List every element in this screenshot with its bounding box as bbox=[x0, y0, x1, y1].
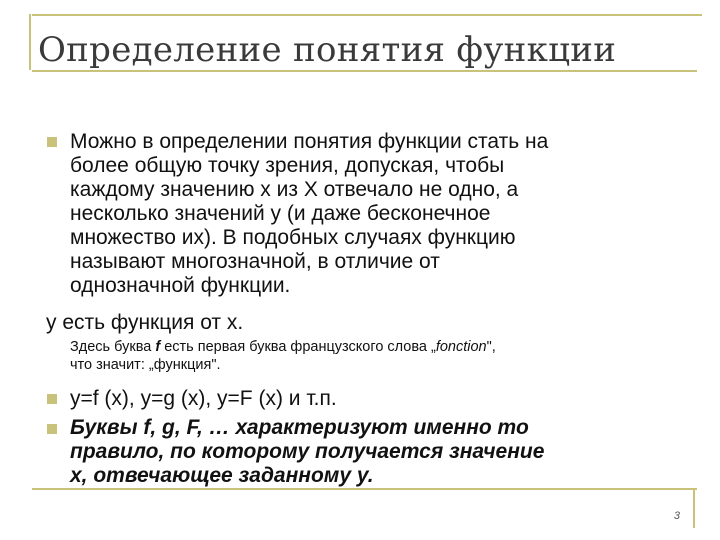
bullet-3-line: Буквы f, g, F, … характеризуют именно то bbox=[70, 416, 529, 439]
bullet-3-text bbox=[70, 416, 544, 488]
note-f-letter: f bbox=[155, 339, 161, 355]
bullet-3-line: правило, по которому получается значение bbox=[70, 440, 545, 463]
note-word-fonction: fonction bbox=[435, 339, 487, 355]
y-function-line: y есть функция от x. bbox=[46, 311, 244, 334]
top-rule bbox=[32, 14, 702, 16]
bullet-1-line: Можно в определении понятия функции стать на bbox=[70, 130, 549, 153]
etymology-note bbox=[70, 338, 496, 374]
note-line-2: что значит: „функция". bbox=[70, 357, 221, 373]
bullet-1-line: однозначной функции. bbox=[70, 274, 291, 297]
bullet-2-text: y=f (x), y=g (x), y=F (x) и т.п. bbox=[70, 387, 337, 410]
left-rule bbox=[29, 14, 31, 70]
slide-title: Определение понятия функции bbox=[38, 30, 617, 70]
bullet-1-line: несколько значений y (и даже бесконечное bbox=[70, 202, 491, 225]
bullet-square-icon bbox=[47, 137, 57, 147]
page-number: 3 bbox=[673, 510, 680, 522]
bullet-1-line: называют многозначной, в отличие от bbox=[70, 250, 440, 273]
bullet-square-icon bbox=[47, 424, 57, 434]
bullet-square-icon bbox=[47, 394, 57, 404]
bullet-3-line: x, отвечающее заданному y. bbox=[70, 464, 374, 487]
bullet-1-line: каждому значению x из X отвечало не одно, а bbox=[70, 178, 519, 201]
note-mid: есть первая буква французского слова „ bbox=[160, 339, 436, 355]
bullet-1-line: более общую точку зрения, допуская, чтобы bbox=[70, 154, 505, 177]
bottom-rule bbox=[32, 488, 697, 490]
right-rule bbox=[693, 488, 695, 528]
note-end: ", bbox=[486, 339, 496, 355]
bullet-1-text bbox=[70, 130, 548, 298]
title-underline bbox=[32, 70, 697, 72]
note-line-1 bbox=[70, 338, 496, 356]
bullet-1-line: множество их). В подобных случаях функцию bbox=[70, 226, 516, 249]
note-prefix: Здесь буква bbox=[70, 339, 156, 355]
